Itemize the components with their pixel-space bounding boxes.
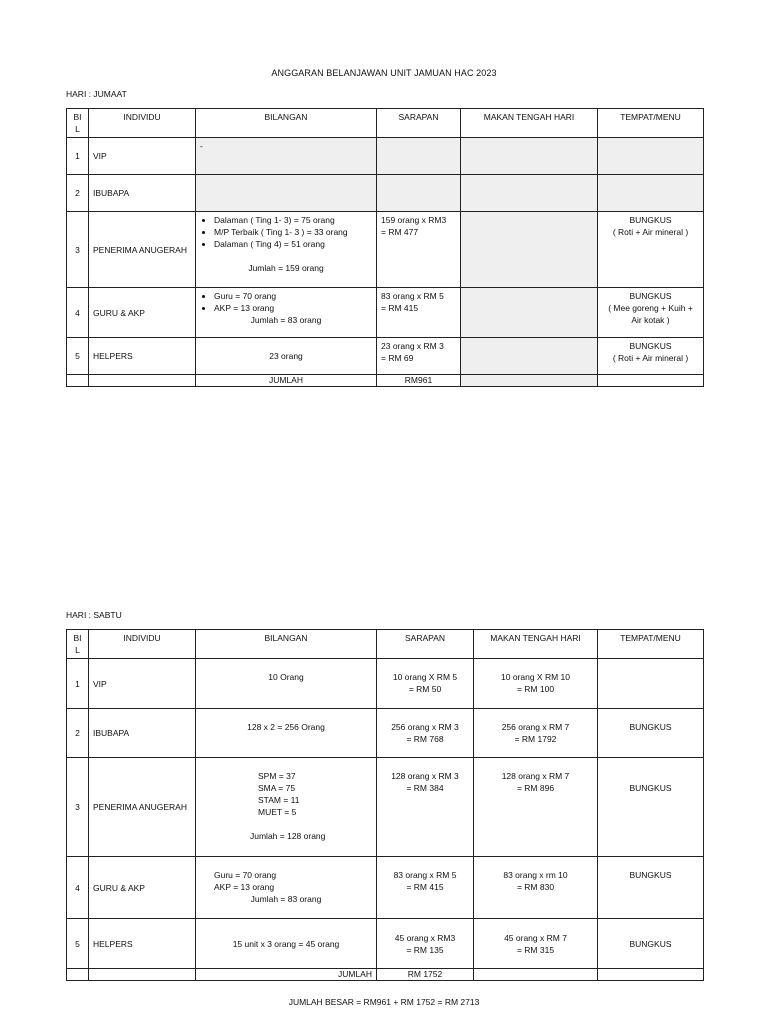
menu-line: ( Mee goreng + Kuih + — [608, 303, 693, 313]
total-row — [67, 969, 704, 981]
row-sarapan — [377, 709, 474, 758]
table-row — [67, 212, 704, 288]
header-sarapan: SARAPAN — [377, 630, 474, 659]
row-makan — [461, 338, 598, 375]
menu-line: ( Roti + Air mineral ) — [612, 227, 689, 237]
bilangan-line: MUET = 5 — [258, 807, 297, 817]
row-bilangan: 10 Orang — [196, 659, 377, 709]
row-number: 4 — [67, 288, 89, 338]
sarapan-line: = RM 69 — [381, 353, 414, 363]
row-number: 3 — [67, 758, 89, 857]
header-makan-tengah-hari: MAKAN TENGAH HARI — [474, 630, 598, 659]
row-menu — [598, 212, 704, 288]
row-menu: BUNGKUS — [598, 857, 704, 919]
row-makan — [474, 857, 598, 919]
table-row — [67, 175, 704, 212]
makan-line: = RM 896 — [516, 783, 555, 793]
sarapan-line: = RM 135 — [406, 944, 444, 955]
row-makan — [474, 709, 598, 758]
row-number: 2 — [67, 709, 89, 758]
row-makan — [461, 212, 598, 288]
row-number: 2 — [67, 175, 89, 212]
row-individu: VIP — [89, 659, 196, 709]
row-bilangan — [196, 758, 377, 857]
row-individu: IBUBAPA — [89, 709, 196, 758]
table-header-row — [67, 109, 704, 138]
sarapan-line: 256 orang x RM 3 — [391, 722, 459, 732]
row-menu — [598, 659, 704, 709]
row-sarapan — [377, 659, 474, 709]
makan-line: 256 orang x RM 7 — [501, 722, 570, 732]
bilangan-line: AKP = 13 orang — [214, 882, 275, 892]
header-sarapan: SARAPAN — [377, 109, 461, 138]
table-row — [67, 138, 704, 175]
row-makan — [474, 659, 598, 709]
sarapan-line: 83 orang x RM 5 — [381, 291, 444, 301]
row-individu: HELPERS — [89, 919, 196, 969]
row-number: 5 — [67, 919, 89, 969]
makan-line: 10 orang X RM 10 — [501, 672, 570, 682]
row-number: 5 — [67, 338, 89, 375]
row-menu — [598, 175, 704, 212]
row-sarapan — [377, 138, 461, 175]
grand-total: JUMLAH BESAR = RM961 + RM 1752 = RM 2713 — [288, 997, 480, 1007]
bilangan-line: Guru = 70 orang — [214, 870, 277, 880]
day-label-friday: HARI : JUMAAT — [66, 89, 127, 99]
empty-cell — [598, 375, 704, 387]
bilangan-total: Jumlah = 128 orang — [250, 831, 326, 841]
empty-cell — [67, 375, 89, 387]
row-individu: IBUBAPA — [89, 175, 196, 212]
sarapan-line: 83 orang x RM 5 — [393, 870, 457, 880]
row-bilangan — [196, 288, 377, 338]
sarapan-line: 23 orang x RM 3 — [381, 341, 444, 351]
sarapan-line: = RM 50 — [408, 684, 442, 694]
empty-cell — [67, 969, 89, 981]
row-bilangan — [196, 175, 377, 212]
row-number: 3 — [67, 212, 89, 288]
row-individu: GURU & AKP — [89, 288, 196, 338]
menu-line: BUNGKUS — [629, 341, 672, 351]
document-title: ANGGARAN BELANJAWAN UNIT JAMUAN HAC 2023 — [271, 68, 497, 78]
row-menu — [598, 338, 704, 375]
dash-mark: - — [200, 141, 203, 151]
table-row — [67, 709, 704, 758]
row-individu: VIP — [89, 138, 196, 175]
row-individu: PENERIMA ANUGERAH — [89, 758, 196, 857]
sarapan-line: = RM 768 — [406, 734, 444, 744]
empty-cell — [474, 969, 598, 981]
list-item: • AKP = 13 orang — [214, 302, 372, 314]
table-row — [67, 659, 704, 709]
bilangan-total: Jumlah = 159 orang — [248, 263, 324, 273]
friday-budget-table — [66, 108, 704, 387]
row-menu: BUNGKUS — [598, 709, 704, 758]
day-label-saturday: HARI : SABTU — [66, 610, 122, 620]
menu-line: Air kotak ) — [631, 315, 670, 325]
empty-cell — [89, 375, 196, 387]
row-sarapan — [377, 212, 461, 288]
row-bilangan: 15 unit x 3 orang = 45 orang — [196, 919, 377, 969]
table-header-row — [67, 630, 704, 659]
sarapan-line: 45 orang x RM3 — [394, 932, 456, 943]
total-row — [67, 375, 704, 387]
menu-line: BUNGKUS — [629, 291, 672, 301]
bilangan-total: Jumlah = 83 orang — [250, 894, 322, 904]
row-sarapan — [377, 758, 474, 857]
sarapan-line: = RM 415 — [406, 882, 444, 892]
row-makan — [461, 288, 598, 338]
row-individu: GURU & AKP — [89, 857, 196, 919]
bilangan-line: SPM = 37 — [258, 771, 296, 781]
row-bilangan — [196, 212, 377, 288]
list-item: • Dalaman ( Ting 4) = 51 orang — [214, 238, 372, 250]
sarapan-line: 10 orang X RM 5 — [392, 672, 458, 682]
row-bilangan: 128 x 2 = 256 Orang — [196, 709, 377, 758]
makan-line: = RM 100 — [516, 684, 555, 694]
empty-cell — [598, 969, 704, 981]
row-bilangan — [196, 138, 377, 175]
table-row — [67, 338, 704, 375]
row-menu — [598, 288, 704, 338]
sarapan-line: 128 orang x RM 3 — [391, 771, 459, 781]
menu-line: ( Roti + Air mineral ) — [612, 353, 689, 363]
sarapan-line: = RM 415 — [381, 303, 419, 313]
list-item: • M/P Terbaik ( Ting 1- 3 ) = 33 orang — [214, 226, 372, 238]
makan-line: 45 orang x RM 7 — [504, 932, 567, 943]
row-sarapan — [377, 288, 461, 338]
row-sarapan — [377, 857, 474, 919]
total-label: JUMLAH — [196, 969, 377, 981]
row-sarapan — [377, 338, 461, 375]
header-tempat-menu: TEMPAT/MENU — [598, 109, 704, 138]
header-makan-tengah-hari: MAKAN TENGAH HARI — [461, 109, 598, 138]
row-bilangan — [196, 857, 377, 919]
bilangan-line: SMA = 75 — [258, 783, 296, 793]
row-sarapan — [377, 175, 461, 212]
row-sarapan — [377, 919, 474, 969]
header-individu: INDIVIDU — [89, 630, 196, 659]
header-tempat-menu: TEMPAT/MENU — [598, 630, 704, 659]
row-bilangan: 23 orang — [196, 338, 377, 375]
header-bilangan: BILANGAN — [196, 630, 377, 659]
total-value: RM961 — [377, 375, 461, 387]
makan-line: = RM 315 — [516, 944, 555, 955]
row-makan — [474, 758, 598, 857]
row-number: 1 — [67, 138, 89, 175]
header-individu: INDIVIDU — [89, 109, 196, 138]
menu-line: BUNGKUS — [629, 215, 672, 225]
table-row — [67, 288, 704, 338]
sarapan-line: = RM 384 — [406, 783, 444, 793]
empty-cell — [89, 969, 196, 981]
header-bilangan: BILANGAN — [196, 109, 377, 138]
total-label: JUMLAH — [196, 375, 377, 387]
row-menu: BUNGKUS — [598, 758, 704, 857]
list-item: • Dalaman ( Ting 1- 3) = 75 orang — [214, 214, 372, 226]
row-individu: HELPERS — [89, 338, 196, 375]
row-makan — [461, 175, 598, 212]
saturday-budget-table — [66, 629, 704, 981]
row-menu — [598, 138, 704, 175]
row-individu: PENERIMA ANUGERAH — [89, 212, 196, 288]
row-menu: BUNGKUS — [598, 919, 704, 969]
header-bil: BI L — [67, 630, 89, 659]
makan-line: = RM 830 — [516, 882, 555, 892]
empty-cell — [461, 375, 598, 387]
row-number: 1 — [67, 659, 89, 709]
total-value: RM 1752 — [377, 969, 474, 981]
row-makan — [474, 919, 598, 969]
makan-line: 128 orang x RM 7 — [501, 771, 570, 781]
table-row — [67, 758, 704, 857]
table-row — [67, 857, 704, 919]
bilangan-line: STAM = 11 — [258, 795, 300, 805]
row-makan — [461, 138, 598, 175]
row-number: 4 — [67, 857, 89, 919]
list-item: • Guru = 70 orang — [214, 290, 372, 302]
table-row — [67, 919, 704, 969]
bilangan-total: Jumlah = 83 orang — [250, 315, 322, 325]
makan-line: = RM 1792 — [514, 734, 557, 744]
sarapan-line: = RM 477 — [381, 227, 419, 237]
sarapan-line: 159 orang x RM3 — [381, 215, 447, 225]
makan-line: 83 orang x rm 10 — [503, 870, 568, 880]
header-bil: BI L — [67, 109, 89, 138]
